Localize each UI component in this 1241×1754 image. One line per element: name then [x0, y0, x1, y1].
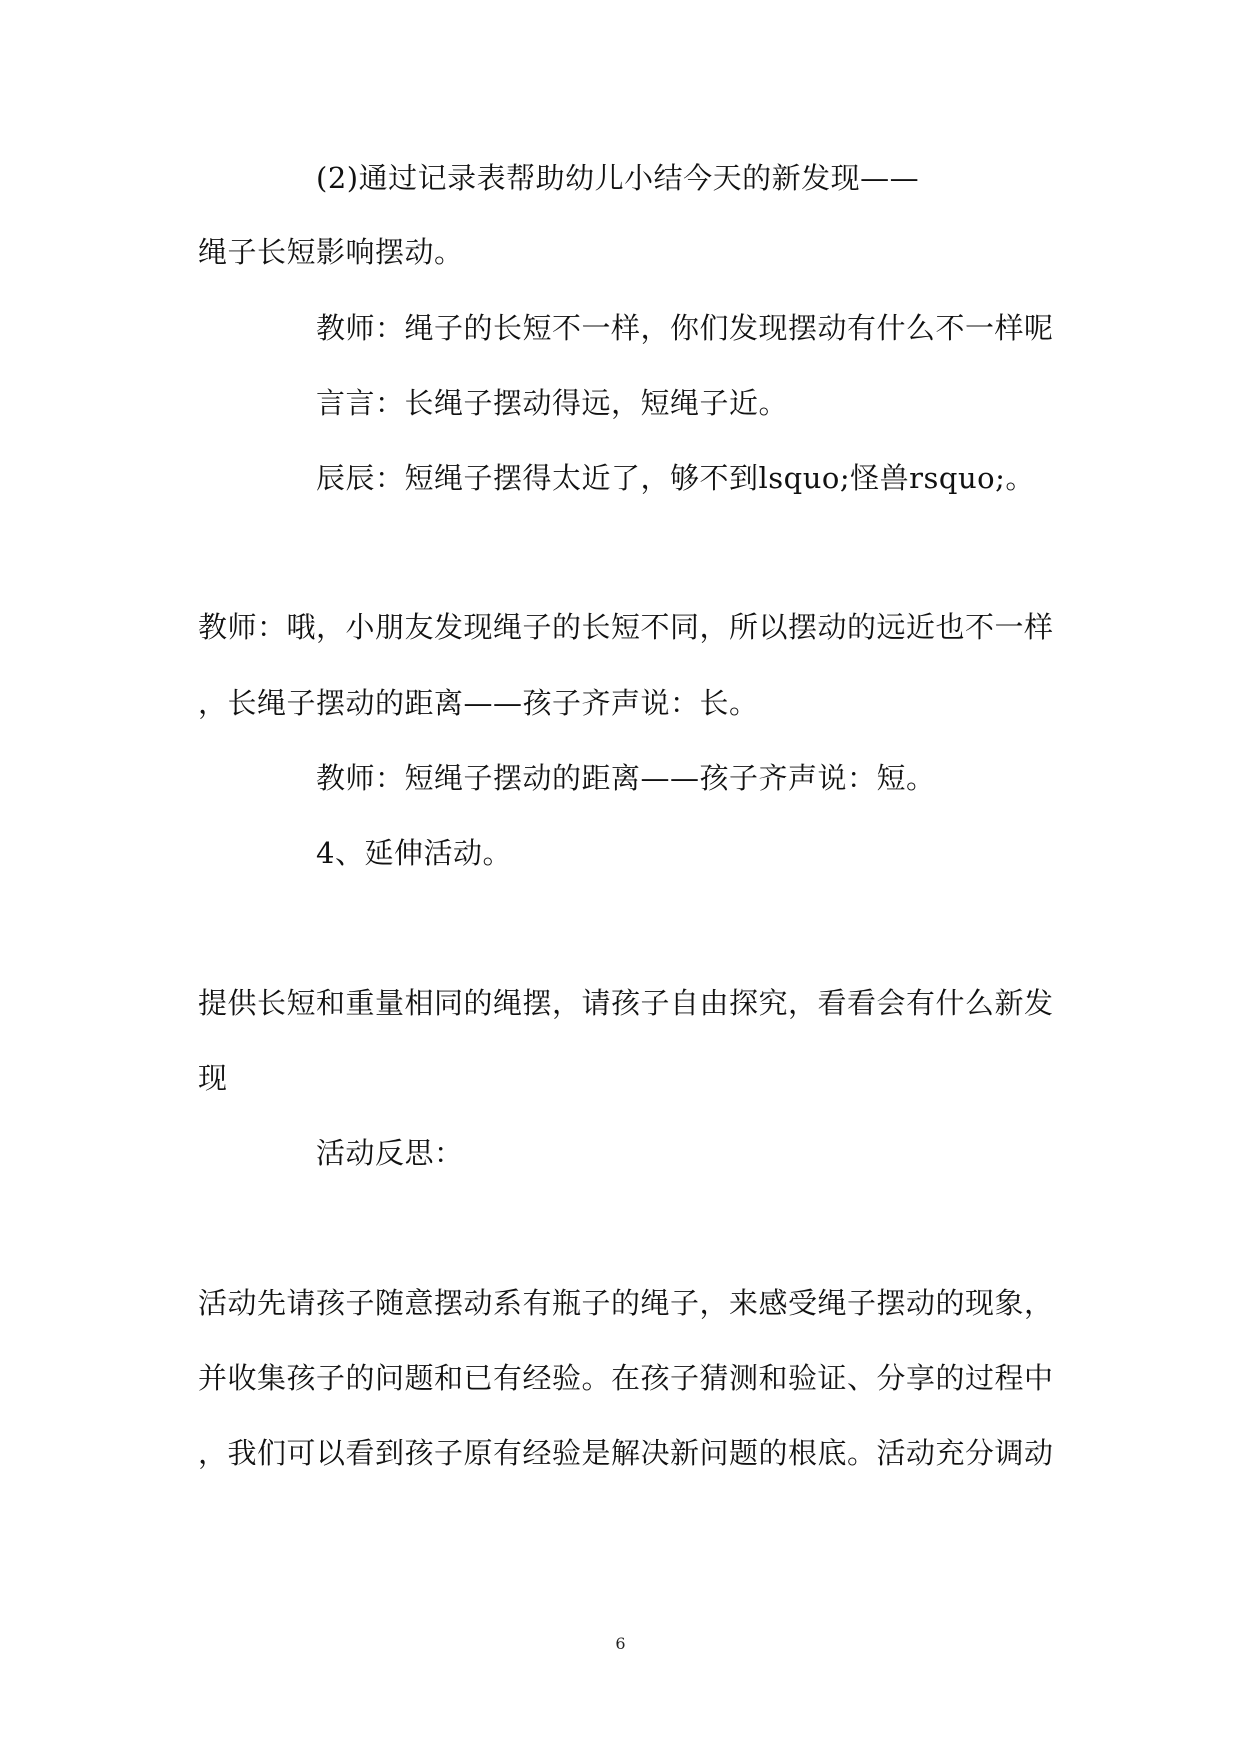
- page-number: 6: [615, 1634, 626, 1653]
- text-line-15: ，我们可以看到孩子原有经验是解决新问题的根底。活动充分调动: [198, 1436, 1054, 1470]
- text-line-7: ，长绳子摆动的距离——孩子齐声说：长。: [198, 686, 759, 720]
- text-line-6: 教师：哦，小朋友发现绳子的长短不同，所以摆动的远近也不一样: [198, 610, 1054, 644]
- text-line-2: 绳子长短影响摆动。: [198, 235, 464, 269]
- text-line-11: 现: [198, 1061, 228, 1095]
- text-line-4: 言言：长绳子摆动得远，短绳子近。: [316, 386, 789, 420]
- text-line-3: 教师：绳子的长短不一样，你们发现摆动有什么不一样呢: [316, 311, 1054, 345]
- text-line-13: 活动先请孩子随意摆动系有瓶子的绳子，来感受绳子摆动的现象，: [198, 1286, 1054, 1320]
- text-line-10: 提供长短和重量相同的绳摆，请孩子自由探究，看看会有什么新发: [198, 986, 1054, 1020]
- text-line-12: 活动反思：: [316, 1136, 464, 1170]
- text-line-9: 4、延伸活动。: [316, 836, 512, 870]
- text-line-5: 辰辰：短绳子摆得太近了，够不到lsquo;怪兽rsquo;。: [316, 461, 1035, 495]
- text-line-1: (2)通过记录表帮助幼儿小结今天的新发现——: [316, 161, 920, 195]
- text-line-8: 教师：短绳子摆动的距离——孩子齐声说：短。: [316, 761, 936, 795]
- text-line-14: 并收集孩子的问题和已有经验。在孩子猜测和验证、分享的过程中: [198, 1361, 1054, 1395]
